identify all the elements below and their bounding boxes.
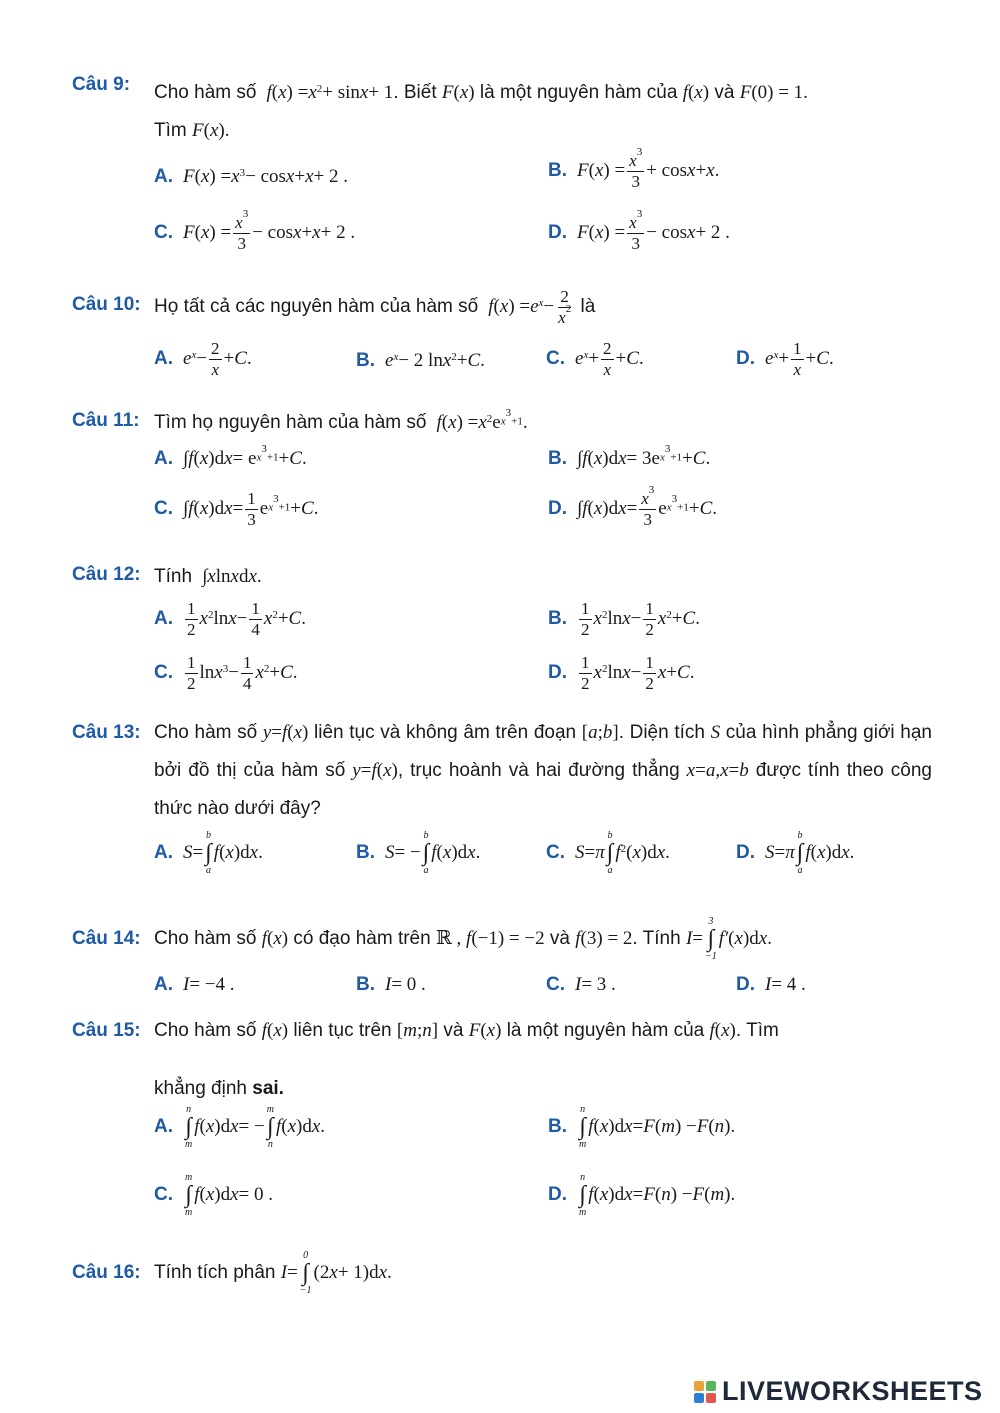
answer-formula: S = π b ∫ a f ( x )d x . xyxy=(765,830,855,876)
math-expression: x = a , x = b xyxy=(686,760,749,781)
option-c[interactable]: C. S = π b ∫ a f $^2$ ( x )d x . xyxy=(546,830,670,876)
option-a[interactable]: A. F ( x ) = x $^3$ − cos x + x + 2 . xyxy=(154,166,348,187)
question-label: Câu 10: xyxy=(72,294,141,315)
math-expression: F (0) = 1. xyxy=(739,82,808,103)
question-10 xyxy=(72,288,932,398)
question-label: Câu 11: xyxy=(72,410,140,431)
option-a[interactable]: A. e $^x$ − $\frac{2}{x}$ + C . xyxy=(154,339,252,379)
question-text: Tính ∫ x ln x d x . xyxy=(154,558,932,596)
option-a[interactable]: A. ∫ f ( x )d x = e $^{x^3+1}$ + C . xyxy=(154,442,307,469)
option-b[interactable]: B. n ∫ m f ( x )d x = F ( m ) − F ( n ). xyxy=(548,1104,736,1150)
answer-formula: $\frac{1}{2}$ x $^2$ ln x − $\frac{1}{2}$ x + C . xyxy=(581,653,695,693)
option-a[interactable]: A. I = −4 . xyxy=(154,974,235,995)
option-c[interactable]: C. m ∫ m f ( x )d x = 0 . xyxy=(154,1172,274,1218)
answer-formula: $\frac{1}{2}$ ln x $^3$ − $\frac{1}{4}$ x $^2$ + C . xyxy=(187,653,298,693)
answer-formula: $\frac{1}{2}$ x $^2$ ln x − $\frac{1}{2}$ x $^2$ + C . xyxy=(581,599,700,639)
math-expression: [ a ; b ] xyxy=(581,722,619,743)
option-c[interactable]: C. $\frac{1}{2}$ ln x $^3$ − $\frac{1}{4}$ x $^2$ + C . xyxy=(154,653,298,693)
math-expression: F ( x ) xyxy=(441,82,475,103)
option-b[interactable]: B. I = 0 . xyxy=(356,974,426,995)
math-expression: y = f ( x ) xyxy=(262,722,309,743)
math-expression: f ( x ) xyxy=(682,82,710,103)
answer-formula: e $^x$ − $\frac{2}{x}$ + C . xyxy=(183,339,252,379)
question-text: Cho hàm số f ( x ) liên tục trên [ m ; n ] và F ( x ) là một nguyên hàm của f ( x ). Tìm xyxy=(154,1012,932,1050)
question-label: Câu 16: xyxy=(72,1262,141,1283)
option-d[interactable]: D. I = 4 . xyxy=(736,974,806,995)
answer-formula: I = 3 . xyxy=(575,974,616,995)
answer-formula: F ( x ) = $\frac{x^3}{3}$ − cos x + 2 . xyxy=(577,208,730,253)
question-12 xyxy=(72,558,932,708)
answer-formula: S = π b ∫ a f $^2$ ( x )d x . xyxy=(575,830,670,876)
brand-name: LIVEWORKSHEETS xyxy=(722,1376,983,1406)
answer-formula: n ∫ m f ( x )d x = F ( n ) − F ( m ). xyxy=(579,1172,736,1218)
math-expression: [ m ; n ] xyxy=(396,1020,439,1041)
math-expression: f ( x ) xyxy=(709,1020,736,1041)
question-text: Cho hàm số y = f ( x ) liên tục và không âm trên đoạn [ a ; b ]. Diện tích S của hình phẳng giới hạn bởi đồ thị của hàm số y = f ( x ), trục hoành và hai đường thẳng x = a , x = b được tính theo công thức nào dưới đây? xyxy=(154,714,932,828)
math-expression: ∫ x ln x d x . xyxy=(197,566,262,587)
option-c[interactable]: C. e $^x$ + $\frac{2}{x}$ + C . xyxy=(546,339,644,379)
answer-formula: F ( x ) = $\frac{x^3}{3}$ + cos x + x . xyxy=(577,146,720,191)
math-expression: f ( x ) = e $^x$ − $\frac{2}{x^2}$ xyxy=(488,286,572,327)
answer-formula: n ∫ m f ( x )d x = − m ∫ n f ( x )d x . xyxy=(185,1104,326,1150)
question-label: Câu 13: xyxy=(72,722,141,743)
question-label: Câu 15: xyxy=(72,1020,141,1041)
option-a[interactable]: A. n ∫ m f ( x )d x = − m ∫ n f ( x )d x . xyxy=(154,1104,326,1150)
math-expression: f ( x ) xyxy=(261,1020,289,1041)
math-expression: ℝ , f (−1) = −2 xyxy=(435,928,545,949)
math-expression: F ( x ) xyxy=(468,1020,502,1041)
question-label: Câu 12: xyxy=(72,564,141,585)
logo-square xyxy=(706,1381,716,1391)
option-a[interactable]: A. S = b ∫ a f ( x )d x . xyxy=(154,830,263,876)
question-15 xyxy=(72,1016,932,1236)
option-d[interactable]: D. F ( x ) = $\frac{x^3}{3}$ − cos x + 2 . xyxy=(548,208,730,253)
answer-formula: I = −4 . xyxy=(183,974,235,995)
logo-square xyxy=(694,1381,704,1391)
option-c[interactable]: C. ∫ f ( x )d x = $\frac{1}{3}$ e $^{x^3+1}$ + C . xyxy=(154,489,319,529)
option-b[interactable]: B. S = − b ∫ a f ( x )d x . xyxy=(356,830,481,876)
option-d[interactable]: D. S = π b ∫ a f ( x )d x . xyxy=(736,830,855,876)
option-d[interactable]: D. $\frac{1}{2}$ x $^2$ ln x − $\frac{1}{2}$ x + C . xyxy=(548,653,695,693)
option-d[interactable]: D. n ∫ m f ( x )d x = F ( n ) − F ( m ). xyxy=(548,1172,736,1218)
answer-formula: m ∫ m f ( x )d x = 0 . xyxy=(185,1172,274,1218)
option-c[interactable]: C. I = 3 . xyxy=(546,974,616,995)
question-text: Cho hàm số f ( x ) có đạo hàm trên ℝ , f (−1) = −2 và f (3) = 2. Tính I = 3 ∫ −1 f′ ( x )d x . xyxy=(154,916,772,962)
answer-formula: I = 0 . xyxy=(385,974,426,995)
question-14 xyxy=(72,916,932,1006)
answer-formula: e $^x$ + $\frac{1}{x}$ + C . xyxy=(765,339,834,379)
answer-formula: e $^x$ − 2 ln x $^2$ + C . xyxy=(385,350,485,371)
question-text: Họ tất cả các nguyên hàm của hàm số f ( x ) = e $^x$ − $\frac{2}{x^2}$ là xyxy=(154,282,932,332)
question-text: Tính tích phân I = 0 ∫ −1 (2 x + 1)d x . xyxy=(154,1244,932,1302)
question-text: Cho hàm số f ( x ) = x $^2$ + sin x + 1. Biết F ( x ) là một nguyên hàm của f ( x ) và F (0) = 1. Tìm F ( x ). xyxy=(154,74,932,150)
answer-formula: S = − b ∫ a f ( x )d x . xyxy=(385,830,481,876)
answer-formula: n ∫ m f ( x )d x = F ( m ) − F ( n ). xyxy=(579,1104,736,1150)
answer-formula: ∫ f ( x )d x = 3e $^{x^3+1}$ + C . xyxy=(577,442,711,469)
liveworksheets-logo-icon xyxy=(694,1381,716,1403)
option-d[interactable]: D. e $^x$ + $\frac{1}{x}$ + C . xyxy=(736,339,834,379)
answer-formula: S = b ∫ a f ( x )d x . xyxy=(183,830,263,876)
answer-formula: ∫ f ( x )d x = $\frac{1}{3}$ e $^{x^3+1}$ + C . xyxy=(183,489,319,529)
option-c[interactable]: C. F ( x ) = $\frac{x^3}{3}$ − cos x + x + 2 . xyxy=(154,208,356,253)
option-b[interactable]: B. $\frac{1}{2}$ x $^2$ ln x − $\frac{1}{2}$ x $^2$ + C . xyxy=(548,599,700,639)
math-expression: f ( x ) xyxy=(261,928,289,949)
question-label: Câu 9: xyxy=(72,74,131,95)
question-text-line-2: khẳng định sai. xyxy=(154,1078,284,1099)
answer-formula: e $^x$ + $\frac{2}{x}$ + C . xyxy=(575,339,644,379)
math-expression: f (3) = 2 xyxy=(575,928,633,949)
question-9 xyxy=(72,74,932,274)
answer-formula: F ( x ) = $\frac{x^3}{3}$ − cos x + x + 2 . xyxy=(183,208,356,253)
math-expression: S xyxy=(710,722,721,743)
question-11 xyxy=(72,404,932,544)
logo-square xyxy=(706,1393,716,1403)
answer-formula: ∫ f ( x )d x = $\frac{x^3}{3}$ e $^{x^3+1}$ + C . xyxy=(577,484,717,529)
math-expression: y = f ( x ) xyxy=(352,760,398,781)
option-d[interactable]: D. ∫ f ( x )d x = $\frac{x^3}{3}$ e $^{x^3+1}$ + C . xyxy=(548,484,717,529)
option-b[interactable]: B. e $^x$ − 2 ln x $^2$ + C . xyxy=(356,350,485,371)
question-text: Tìm họ nguyên hàm của hàm số f ( x ) = x $^2$ e $^{x^3+1}$ . xyxy=(154,404,932,442)
liveworksheets-logo xyxy=(694,1376,983,1407)
question-label: Câu 14: xyxy=(72,928,141,949)
answer-formula: I = 4 . xyxy=(765,974,806,995)
math-expression: f ( x ) = x $^2$ + sin x + 1 xyxy=(266,82,394,103)
math-expression: F ( x ). xyxy=(192,120,230,141)
question-13 xyxy=(72,720,932,900)
question-16 xyxy=(72,1250,932,1312)
answer-formula: $\frac{1}{2}$ x $^2$ ln x − $\frac{1}{4}$ x $^2$ + C . xyxy=(187,599,306,639)
logo-square xyxy=(694,1393,704,1403)
answer-formula: ∫ f ( x )d x = e $^{x^3+1}$ + C . xyxy=(183,442,307,469)
option-a[interactable]: A. $\frac{1}{2}$ x $^2$ ln x − $\frac{1}{4}$ x $^2$ + C . xyxy=(154,599,306,639)
math-expression: I = 0 ∫ −1 (2 x + 1)d x . xyxy=(280,1250,392,1296)
answer-formula: F ( x ) = x $^3$ − cos x + x + 2 . xyxy=(183,166,348,187)
math-expression: f ( x ) = x $^2$ e $^{x^3+1}$ . xyxy=(436,406,528,433)
option-b[interactable]: B. F ( x ) = $\frac{x^3}{3}$ + cos x + x . xyxy=(548,146,720,191)
math-expression: I = 3 ∫ −1 f′ ( x )d x . xyxy=(685,916,772,962)
option-b[interactable]: B. ∫ f ( x )d x = 3e $^{x^3+1}$ + C . xyxy=(548,442,711,469)
